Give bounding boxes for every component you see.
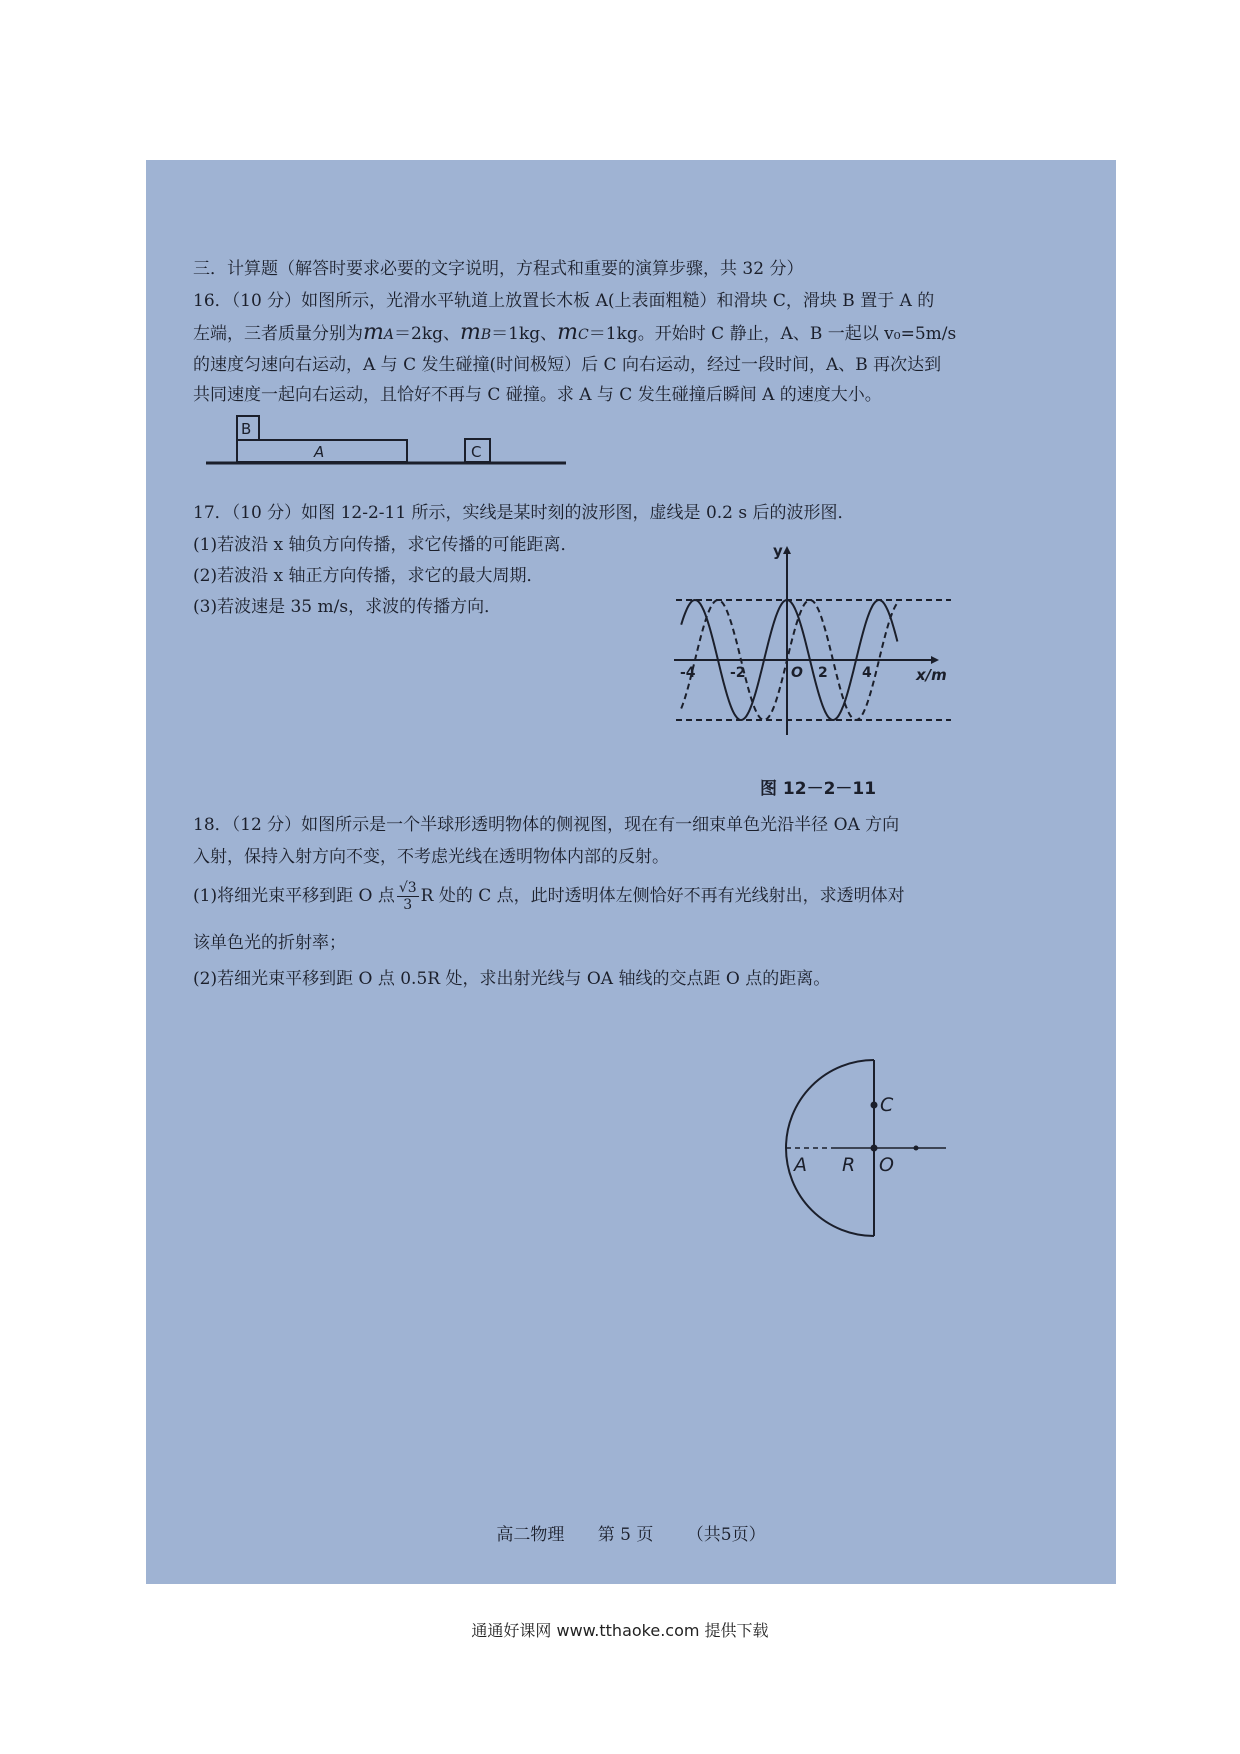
mass-c-value: ＝1kg。开始时 C 静止，A、B 一起以 v₀=5m/s xyxy=(588,324,957,344)
exam-sheet xyxy=(146,160,1116,1584)
q16-line1: 16．（10 分）如图所示，光滑水平轨道上放置长木板 A(上表面粗糙）和滑块 C，滑块 B 置于 A 的 xyxy=(193,291,935,311)
q18-line1: 18．（12 分）如图所示是一个半球形透明物体的侧视图，现在有一细束单色光沿半径 OA 方向 xyxy=(193,815,900,835)
q16-line3: 的速度匀速向右运动，A 与 C 发生碰撞(时间极短）后 C 向右运动，经过一段时间，A、B 再次达到 xyxy=(193,355,942,375)
q17-line1: 17．（10 分）如图 12-2-11 所示，实线是某时刻的波形图，虚线是 0.2 s 后的波形图． xyxy=(193,503,855,523)
q17-item3: (3)若波速是 35 m/s，求波的传播方向． xyxy=(193,597,502,617)
point-c-dot xyxy=(871,1102,878,1109)
tick-label-neg2: -2 xyxy=(730,665,746,681)
point-o-dot xyxy=(871,1145,878,1152)
tick-label-neg4: -4 xyxy=(680,665,696,681)
label-o: O xyxy=(879,1154,894,1176)
axis-end-dot xyxy=(914,1146,919,1151)
footer-page-number: 第 5 页 xyxy=(597,1525,654,1545)
mass-b-symbol: m xyxy=(460,320,481,345)
x-axis-arrow-icon xyxy=(931,656,939,664)
q16-line4: 共同速度一起向右运动，且恰好不再与 C 碰撞。求 A 与 C 发生碰撞后瞬间 A 的速度大小。 xyxy=(193,385,882,405)
q16-figure xyxy=(186,410,726,495)
q18-item1 xyxy=(193,880,905,913)
label-a: A xyxy=(794,1154,807,1176)
q18-item1-text-a: (1)将细光束平移到距 O 点 xyxy=(193,886,395,906)
tick-label-2: 2 xyxy=(818,665,828,681)
page-footer xyxy=(146,1520,1116,1545)
q18-item1-text-b: R 处的 C 点，此时透明体左侧恰好不再有光线射出，求透明体对 xyxy=(420,886,905,906)
wave-figure-caption: 图 12－2－11 xyxy=(760,779,877,799)
tick-label-origin: O xyxy=(791,665,803,681)
section-header: 三．计算题（解答时要求必要的文字说明，方程式和重要的演算步骤，共 32 分） xyxy=(193,259,804,279)
label-c: C xyxy=(880,1094,894,1116)
footer-subject: 高二物理 xyxy=(496,1525,565,1545)
q16-line2-text: 左端，三者质量分别为 xyxy=(193,324,363,344)
tick-label-4: 4 xyxy=(862,665,872,681)
x-axis-label: x/m xyxy=(916,666,947,684)
mass-a-symbol: m xyxy=(363,320,384,345)
q18-item1-cont: 该单色光的折射率； xyxy=(193,933,346,953)
block-c-label: C xyxy=(471,443,482,461)
q17-item2: (2)若波沿 x 轴正方向传播，求它的最大周期． xyxy=(193,566,544,586)
mass-a-subscript: A xyxy=(383,327,394,343)
footer-page-total: （共5页） xyxy=(686,1525,766,1545)
y-axis-label: y xyxy=(773,542,783,560)
wave-figure xyxy=(666,540,966,760)
q16-line2 xyxy=(193,320,956,348)
q17-item1: (1)若波沿 x 轴负方向传播，求它传播的可能距离． xyxy=(193,535,578,555)
mass-b-value: ＝1kg、 xyxy=(491,324,558,344)
fraction-denominator: 3 xyxy=(403,897,413,913)
y-axis-arrow-icon xyxy=(783,546,791,554)
block-b-label: B xyxy=(241,420,252,438)
hemisphere-figure xyxy=(776,1055,1006,1255)
fraction-numerator: √3 xyxy=(398,880,417,896)
board-a-label: A xyxy=(314,443,325,461)
mass-a-value: ＝2kg、 xyxy=(394,324,460,344)
q18-line2: 入射，保持入射方向不变，不考虑光线在透明物体内部的反射。 xyxy=(193,847,669,867)
mass-c-symbol: m xyxy=(557,320,579,345)
q18-item2: (2)若细光束平移到距 O 点 0.5R 处，求出射光线与 OA 轴线的交点距 O 点的距离。 xyxy=(193,969,831,989)
site-footer: 通通好课网 www.tthaoke.com 提供下载 xyxy=(471,1621,769,1640)
sqrt3-over-3-fraction xyxy=(397,880,419,913)
mass-b-subscript: B xyxy=(480,327,492,343)
label-r: R xyxy=(842,1154,856,1176)
mass-c-subscript: C xyxy=(578,327,589,343)
